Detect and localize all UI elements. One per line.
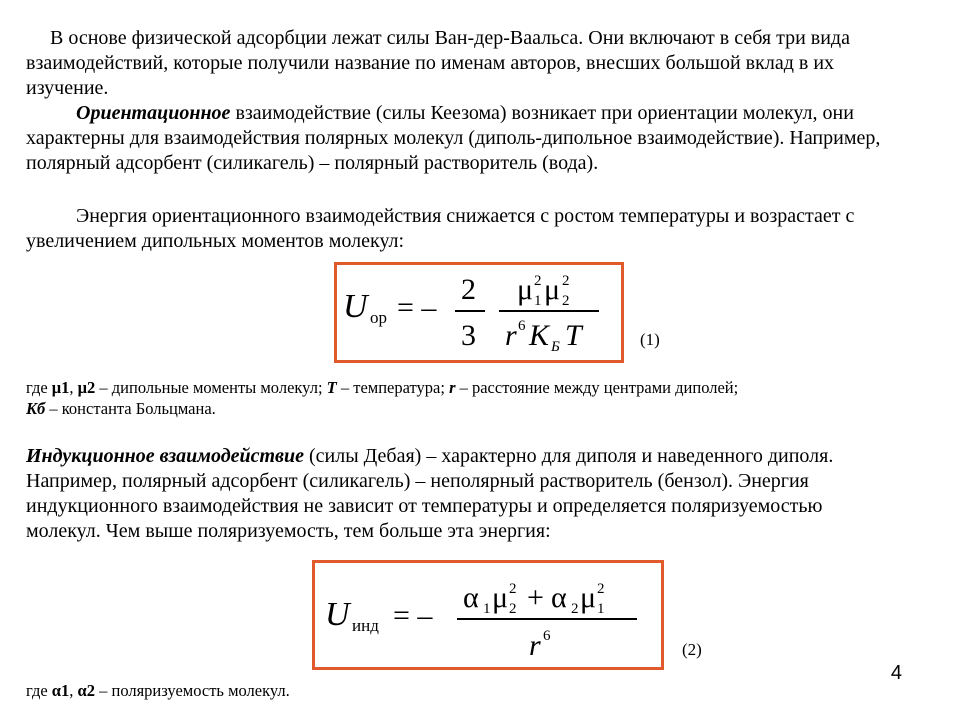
equation-1-number: (1) bbox=[640, 330, 660, 349]
induction-line-1 bbox=[26, 444, 942, 469]
eq1-K-sub: Б bbox=[551, 339, 560, 355]
eq2-mu-2: μ bbox=[492, 581, 509, 614]
eq1-numerator-2: 2 bbox=[461, 273, 476, 306]
legend-2-alpha2: α2 bbox=[77, 681, 95, 700]
legend-2-alpha1: α1 bbox=[51, 681, 70, 700]
eq1-mu1-sup: 2 bbox=[534, 273, 542, 289]
eq2-U: U bbox=[325, 596, 350, 633]
orientation-line-1 bbox=[26, 101, 942, 126]
eq2-alpha2-sub: 2 bbox=[571, 601, 579, 617]
eq1-U: U bbox=[343, 288, 368, 325]
eq1-mu-2: μ bbox=[544, 273, 561, 306]
energy-line-1: Энергия ориентационного взаимодействия снижается с ростом температуры и возрастает с bbox=[76, 205, 855, 227]
induction-line-3: индукционного взаимодействия не зависит от температуры и определяется поляризуемостью bbox=[26, 495, 823, 517]
equation-1-box bbox=[334, 262, 624, 363]
legend-2-text: – поляризуемость молекул. bbox=[94, 681, 290, 700]
induction-paragraph bbox=[26, 444, 942, 544]
eq1-denominator-3: 3 bbox=[461, 319, 476, 352]
eq1-r: r bbox=[505, 319, 517, 352]
eq1-mu2-sub: 2 bbox=[562, 293, 570, 309]
orientation-line-2: характерны для взаимодействия полярных молекул (диполь-дипольное взаимодействие). Например, bbox=[26, 127, 881, 149]
induction-term: Индукционное взаимодействие bbox=[26, 445, 304, 467]
intro-line-3: изучение. bbox=[26, 77, 109, 99]
eq2-alpha1-sub: 1 bbox=[483, 601, 491, 617]
legend-1-line-1 bbox=[26, 377, 942, 398]
eq2-alpha-1: α bbox=[463, 581, 479, 614]
legend-1-mu2: μ2 bbox=[77, 378, 96, 397]
eq1-K: K bbox=[529, 319, 550, 352]
eq1-equals-minus: = – bbox=[397, 291, 437, 324]
orientation-paragraph bbox=[26, 101, 942, 176]
legend-1-T: T bbox=[326, 378, 337, 397]
orientation-energy-paragraph bbox=[26, 204, 942, 254]
equation-1-formula bbox=[337, 265, 621, 360]
energy-line-2: увеличением дипольных моментов молекул: bbox=[26, 230, 405, 252]
induction-line-2: Например, полярный адсорбент (силикагель) – неполярный растворитель (бензол). Энергия bbox=[26, 470, 809, 492]
equation-2-box bbox=[312, 560, 664, 670]
legend-1-text4: – константа Больцмана. bbox=[45, 399, 216, 418]
eq2-subscript: инд bbox=[352, 616, 379, 635]
equation-1-legend bbox=[26, 377, 942, 419]
induction-line-4: молекул. Чем выше поляризуемость, тем больше эта энергия: bbox=[26, 520, 551, 542]
eq2-mu2-sub: 2 bbox=[509, 601, 517, 617]
induction-line-1-text: (силы Дебая) – характерно для диполя и наведенного диполя. bbox=[304, 445, 834, 467]
eq2-equals-minus: = – bbox=[393, 599, 433, 632]
orientation-term: Ориентационное bbox=[76, 102, 231, 124]
eq2-mu1-sup: 2 bbox=[597, 581, 605, 597]
eq1-subscript: ор bbox=[370, 308, 387, 327]
eq1-r-sup: 6 bbox=[518, 318, 526, 334]
eq1-mu-1: μ bbox=[517, 273, 534, 306]
eq1-mu1-sub: 1 bbox=[534, 293, 542, 309]
equation-2-legend bbox=[26, 680, 942, 701]
eq2-r: r bbox=[529, 629, 541, 662]
equation-2-number: (2) bbox=[682, 640, 702, 659]
eq1-T: T bbox=[565, 319, 582, 352]
legend-1-mu1: μ1 bbox=[51, 378, 70, 397]
legend-1-r: r bbox=[449, 378, 456, 397]
equation-2-formula bbox=[315, 563, 661, 667]
legend-1-text3: – расстояние между центрами диполей; bbox=[455, 378, 739, 397]
eq2-r-sup: 6 bbox=[543, 628, 551, 644]
eq2-mu2-sup: 2 bbox=[509, 581, 517, 597]
eq1-mu2-sup: 2 bbox=[562, 273, 570, 289]
intro-line-2: взаимодействий, которые получили название по именам авторов, внесших большой вклад в их bbox=[26, 52, 835, 74]
legend-1-text1: – дипольные моменты молекул; bbox=[95, 378, 327, 397]
eq2-mu1-sub: 1 bbox=[597, 601, 605, 617]
legend-2-comma: , bbox=[69, 681, 78, 700]
eq2-mu-1: μ bbox=[580, 581, 597, 614]
legend-1-K: Kб bbox=[26, 399, 46, 418]
legend-1-where: где bbox=[26, 378, 52, 397]
intro-paragraph bbox=[26, 26, 942, 101]
legend-1-text2: – температура; bbox=[336, 378, 450, 397]
legend-1-line-2 bbox=[26, 398, 942, 419]
eq2-alpha-2: α bbox=[551, 581, 567, 614]
legend-2-where: где bbox=[26, 681, 52, 700]
orientation-line-3: полярный адсорбент (силикагель) – полярный растворитель (вода). bbox=[26, 152, 599, 174]
orientation-line-1-text: взаимодействие (силы Кеезома) возникает при ориентации молекул, они bbox=[230, 102, 854, 124]
eq2-plus: + bbox=[527, 581, 544, 614]
legend-1-comma: , bbox=[69, 378, 78, 397]
page-number: 4 bbox=[890, 662, 902, 684]
intro-line-1: В основе физической адсорбции лежат силы Ван-дер-Ваальса. Они включают в себя три вида bbox=[50, 27, 850, 49]
